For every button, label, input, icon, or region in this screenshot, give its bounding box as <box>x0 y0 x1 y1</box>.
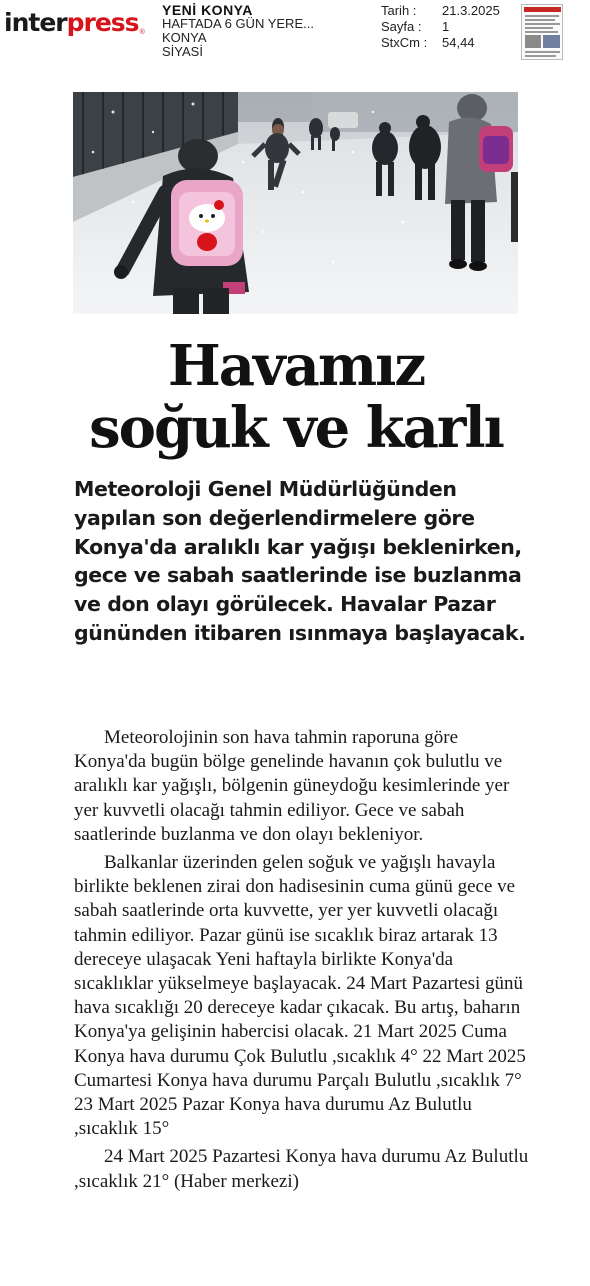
meta-value: 21.3.2025 <box>442 3 500 18</box>
meta-key: Sayfa : <box>381 19 422 34</box>
body-paragraph: Meteorolojinin son hava tahmin raporuna göre Konya'da bugün bölge genelinde havanın çok bulutlu ve aralıklı kar yağışlı, bölgenin güneydoğu kesimlerinde yer yer kuvvetli olacağı tahmin ediliyor. Gece ve sabah saatlerinde buzlanma ve don olayı bekleniyor. <box>74 727 510 845</box>
body-paragraph: 24 Mart 2025 Pazartesi Konya hava durumu Az Bulutlu ,sıcaklık 21° (Haber merkezi) <box>74 1146 529 1192</box>
snow-scene-image <box>73 92 518 314</box>
meta-value: 1 <box>442 19 450 34</box>
article-body <box>74 726 530 1198</box>
meta-row-date <box>381 3 500 19</box>
meta-key: StxCm : <box>381 35 428 50</box>
publication-city: KONYA <box>162 30 207 45</box>
body-paragraph: Balkanlar üzerinden gelen soğuk ve yağışlı havayla birlikte beklenen zirai don hadisesinin cuma günü gece ve sabah saatlerinde orta kuvvette, yer yer kuvvetli olacağı tahmin ediliyor. Pazar günü ise sıcaklık biraz artarak 13 dereceye ulaşacak Yeni haftayla birlikte Konya'da sıcaklıklar yükselmeye başlayacak. 24 Mart Pazartesi günü hava sıcaklığı 20 dereceye kadar çıkacak. Bu artış, baharın Konya'ya gelişinin habercisi olacak. 21 Mart 2025 Cuma Konya hava durumu Çok Bulutlu ,sıcaklık 4° 22 Mart 2025 Cumartesi Konya hava durumu Parçalı Bulutlu ,sıcaklık 7° 23 Mart 2025 Pazar Konya hava durumu Az Bulutlu ,sıcaklık 15° <box>74 852 526 1140</box>
interpress-logo <box>4 8 145 38</box>
meta-key: Tarih : <box>381 3 417 18</box>
publication-section: SİYASİ <box>162 44 203 59</box>
clip-meta <box>381 3 500 51</box>
logo-part-press: press <box>66 8 139 37</box>
publication-name: YENİ KONYA <box>162 2 253 18</box>
headline-line: Havamız <box>167 333 425 399</box>
headline-line: soğuk ve karlı <box>89 395 503 461</box>
meta-row-stxcm <box>381 35 500 51</box>
article-headline <box>60 335 532 459</box>
logo-registered-mark: ® <box>139 29 145 36</box>
meta-value: 54,44 <box>442 35 475 50</box>
logo-part-inter: inter <box>4 8 67 37</box>
publication-frequency: HAFTADA 6 GÜN YERE... <box>162 16 314 31</box>
page-thumbnail[interactable] <box>521 4 563 60</box>
snow-photo <box>73 92 518 314</box>
article-lead: Meteoroloji Genel Müdürlüğünden yapılan son değerlendirmelere göre Konya'da aralıklı kar yağışı beklenirken, gece ve sabah saatlerinde ise buzlanma ve don olayı görülecek. Havalar Pazar gününden itibaren ısınmaya başlayacak. <box>74 477 526 645</box>
publication-info <box>162 3 314 59</box>
meta-row-page <box>381 19 500 35</box>
